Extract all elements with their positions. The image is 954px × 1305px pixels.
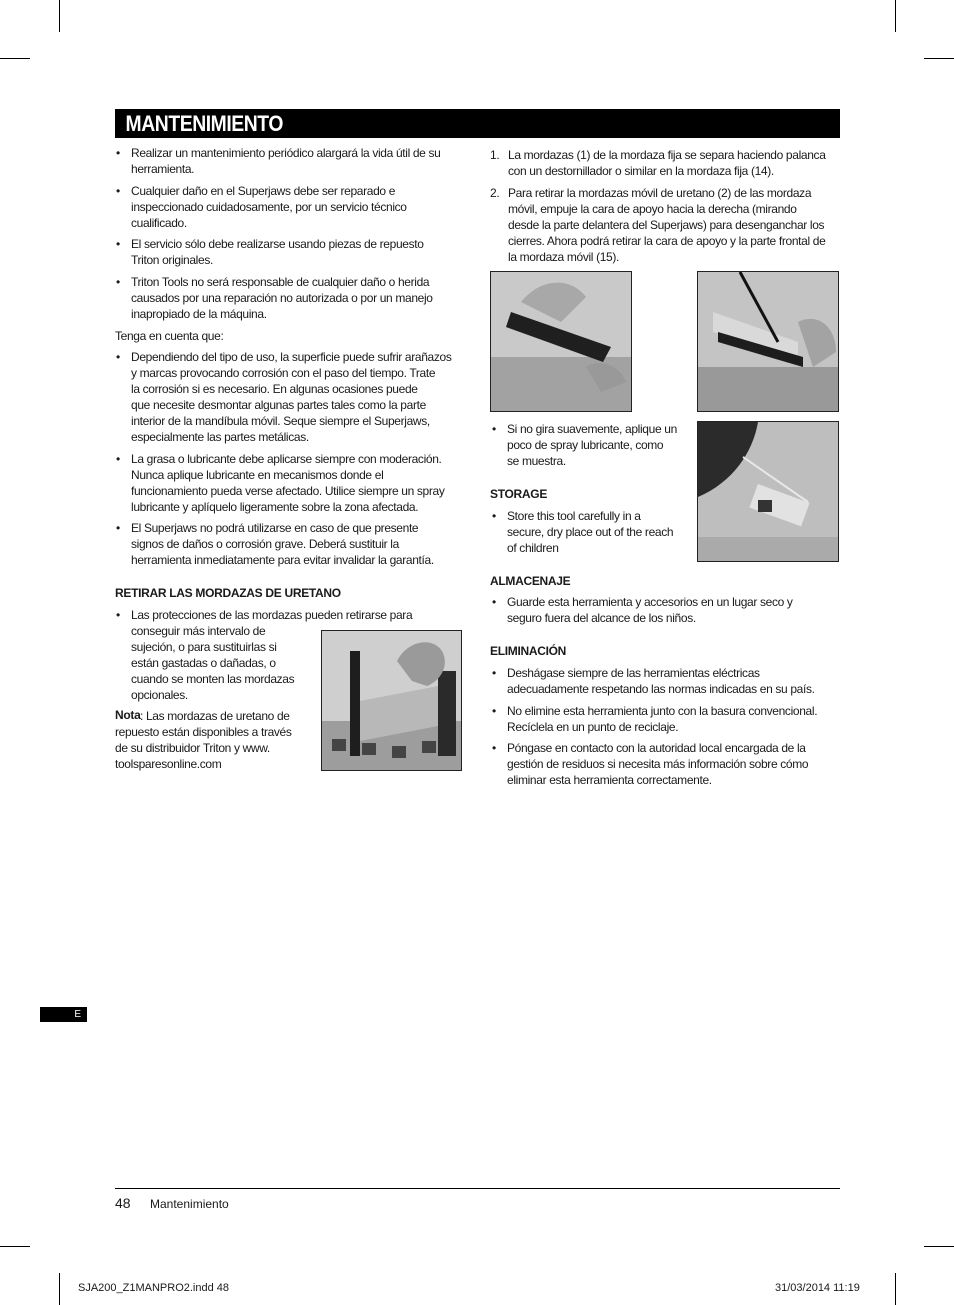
- slug-file-name: SJA200_Z1MANPRO2.indd 48: [78, 1282, 230, 1294]
- care-bullet: lubricante y aplíquelo ligeramente sobre la zona afectada.: [131, 500, 419, 514]
- bullet-marker: •: [492, 741, 497, 755]
- crop-mark: [59, 1273, 60, 1305]
- note-text: de su distribuidor Triton y www.: [115, 741, 270, 755]
- bullet-marker: •: [116, 275, 121, 289]
- crop-mark: [0, 58, 30, 59]
- almacenaje-bullet: seguro fuera del alcance de los niños.: [507, 611, 696, 625]
- bullet-marker: •: [116, 452, 121, 466]
- crop-mark: [0, 1246, 30, 1247]
- step-number: 2.: [490, 186, 500, 200]
- page-number: 48: [115, 1195, 131, 1211]
- eliminacion-bullet: No elimine esta herramienta junto con la basura convencional.: [507, 704, 818, 718]
- bullet-marker: •: [492, 509, 497, 523]
- footer-rule: [115, 1188, 840, 1189]
- maintenance-bullet: Triton Tools no será responsable de cualquier daño o herida: [131, 275, 430, 289]
- retirar-bullet: cuando se monten las mordazas: [131, 672, 295, 686]
- maintenance-bullet: Realizar un mantenimiento periódico alargará la vida útil de su: [131, 146, 441, 160]
- spray-bullet: poco de spray lubricante, como: [507, 438, 664, 452]
- slug-date-time: 31/03/2014 11:19: [775, 1282, 860, 1294]
- section-heading-storage: STORAGE: [490, 487, 548, 501]
- storage-bullet: secure, dry place out of the reach: [507, 525, 674, 539]
- photo-urethane-jaw-removal: [321, 630, 462, 771]
- language-tab: E: [40, 1007, 87, 1022]
- step-text: desde la parte delantera del Superjaws) para desenganchar los: [508, 218, 825, 232]
- section-heading-almacenaje: ALMACENAJE: [490, 574, 571, 588]
- care-bullet: Nunca aplique lubricante en mecanismos donde el: [131, 468, 384, 482]
- bullet-marker: •: [492, 666, 497, 680]
- note-label: Nota: [115, 708, 141, 722]
- care-bullet: El Superjaws no podrá utilizarse en caso de que presente: [131, 521, 419, 535]
- section-title-bar: [115, 109, 840, 138]
- note-text: toolsparesonline.com: [115, 757, 222, 771]
- retirar-bullet: conseguir más intervalo de: [131, 624, 266, 638]
- care-bullet: interior de la mandíbula móvil. Seque siempre el Superjaws,: [131, 414, 430, 428]
- eliminacion-bullet: Deshágase siempre de las herramientas eléctricas: [507, 666, 760, 680]
- step-text: con un destornillador o similar en la mordaza fija (14).: [508, 164, 774, 178]
- crop-mark: [924, 1246, 954, 1247]
- bullet-marker: •: [492, 595, 497, 609]
- retirar-bullet: están gastadas o dañadas, o: [131, 656, 276, 670]
- maintenance-bullet: cualificado.: [131, 216, 187, 230]
- retirar-bullet: opcionales.: [131, 688, 188, 702]
- eliminacion-bullet: Recíclela en un punto de reciclaje.: [507, 720, 679, 734]
- maintenance-bullet: inapropiado de la máquina.: [131, 307, 267, 321]
- maintenance-bullet: herramienta.: [131, 162, 195, 176]
- care-bullet: especialmente las partes metálicas.: [131, 430, 309, 444]
- note-text: repuesto están disponibles a través: [115, 725, 292, 739]
- photo-movable-jaw-screwdriver: [697, 271, 839, 412]
- section-heading-eliminacion: ELIMINACIÓN: [490, 644, 567, 658]
- bullet-marker: •: [492, 704, 497, 718]
- spray-bullet: se muestra.: [507, 454, 566, 468]
- page-title: MANTENIMIENTO: [125, 111, 283, 136]
- crop-mark: [924, 58, 954, 59]
- section-heading-retirar: RETIRAR LAS MORDAZAS DE URETANO: [115, 586, 341, 600]
- crop-mark: [59, 0, 60, 32]
- note-text: : Las mordazas de uretano de: [140, 709, 290, 723]
- storage-bullet: Store this tool carefully in a: [507, 509, 641, 523]
- care-bullet: funcionamiento pueda verse afectado. Utilice siempre un spray: [131, 484, 445, 498]
- bullet-marker: •: [116, 146, 121, 160]
- care-bullet: que necesite desmontar algunas partes tales como la parte: [131, 398, 426, 412]
- crop-mark: [895, 0, 896, 32]
- maintenance-bullet: Cualquier daño en el Superjaws debe ser reparado e: [131, 184, 396, 198]
- storage-bullet: of children: [507, 541, 559, 555]
- retirar-bullet: sujeción, o para sustituirlas si: [131, 640, 277, 654]
- eliminacion-bullet: eliminar esta herramienta correctamente.: [507, 773, 712, 787]
- bullet-marker: •: [116, 608, 121, 622]
- spray-bullet: Si no gira suavemente, aplique un: [507, 422, 677, 436]
- photo-fixed-jaw-pry: [490, 271, 632, 412]
- maintenance-bullet: El servicio sólo debe realizarse usando piezas de repuesto: [131, 237, 424, 251]
- maintenance-bullet: Triton originales.: [131, 253, 213, 267]
- crop-mark: [895, 1273, 896, 1305]
- footer-section-name: Mantenimiento: [150, 1197, 229, 1211]
- bullet-marker: •: [492, 422, 497, 436]
- note-intro: Tenga en cuenta que:: [115, 329, 224, 343]
- bullet-marker: •: [116, 237, 121, 251]
- step-text: La mordazas (1) de la mordaza fija se separa haciendo palanca: [508, 148, 826, 162]
- step-text: cierres. Ahora podrá retirar la cara de apoyo y la parte frontal de: [508, 234, 826, 248]
- eliminacion-bullet: gestión de residuos si necesita más información sobre cómo: [507, 757, 809, 771]
- photo-spray-lubricant: [697, 421, 839, 562]
- bullet-marker: •: [116, 521, 121, 535]
- care-bullet: y marcas provocando corrosión con el paso del tiempo. Trate: [131, 366, 436, 380]
- maintenance-bullet: inspeccionado cuidadosamente, por un servicio técnico: [131, 200, 407, 214]
- step-text: la mordaza móvil (15).: [508, 250, 620, 264]
- care-bullet: La grasa o lubricante debe aplicarse siempre con moderación.: [131, 452, 442, 466]
- step-text: Para retirar la mordazas móvil de uretano (2) de las mordaza: [508, 186, 812, 200]
- step-text: móvil, empuje la cara de apoyo hacia la derecha (mirando: [508, 202, 797, 216]
- care-bullet: herramienta inmediatamente para evitar invalidar la garantía.: [131, 553, 434, 567]
- step-number: 1.: [490, 148, 500, 162]
- maintenance-bullet: causados por una reparación no autorizada o por un manejo: [131, 291, 433, 305]
- almacenaje-bullet: Guarde esta herramienta y accesorios en un lugar seco y: [507, 595, 793, 609]
- eliminacion-bullet: adecuadamente respetando las normas indicadas en su país.: [507, 682, 815, 696]
- care-bullet: Dependiendo del tipo de uso, la superficie puede sufrir arañazos: [131, 350, 452, 364]
- retirar-bullet: Las protecciones de las mordazas pueden retirarse para: [131, 608, 413, 622]
- bullet-marker: •: [116, 350, 121, 364]
- bullet-marker: •: [116, 184, 121, 198]
- eliminacion-bullet: Póngase en contacto con la autoridad local encargada de la: [507, 741, 806, 755]
- care-bullet: signos de daños o corrosión grave. Deberá sustituir la: [131, 537, 399, 551]
- care-bullet: la corrosión si es necesario. En algunas ocasiones puede: [131, 382, 418, 396]
